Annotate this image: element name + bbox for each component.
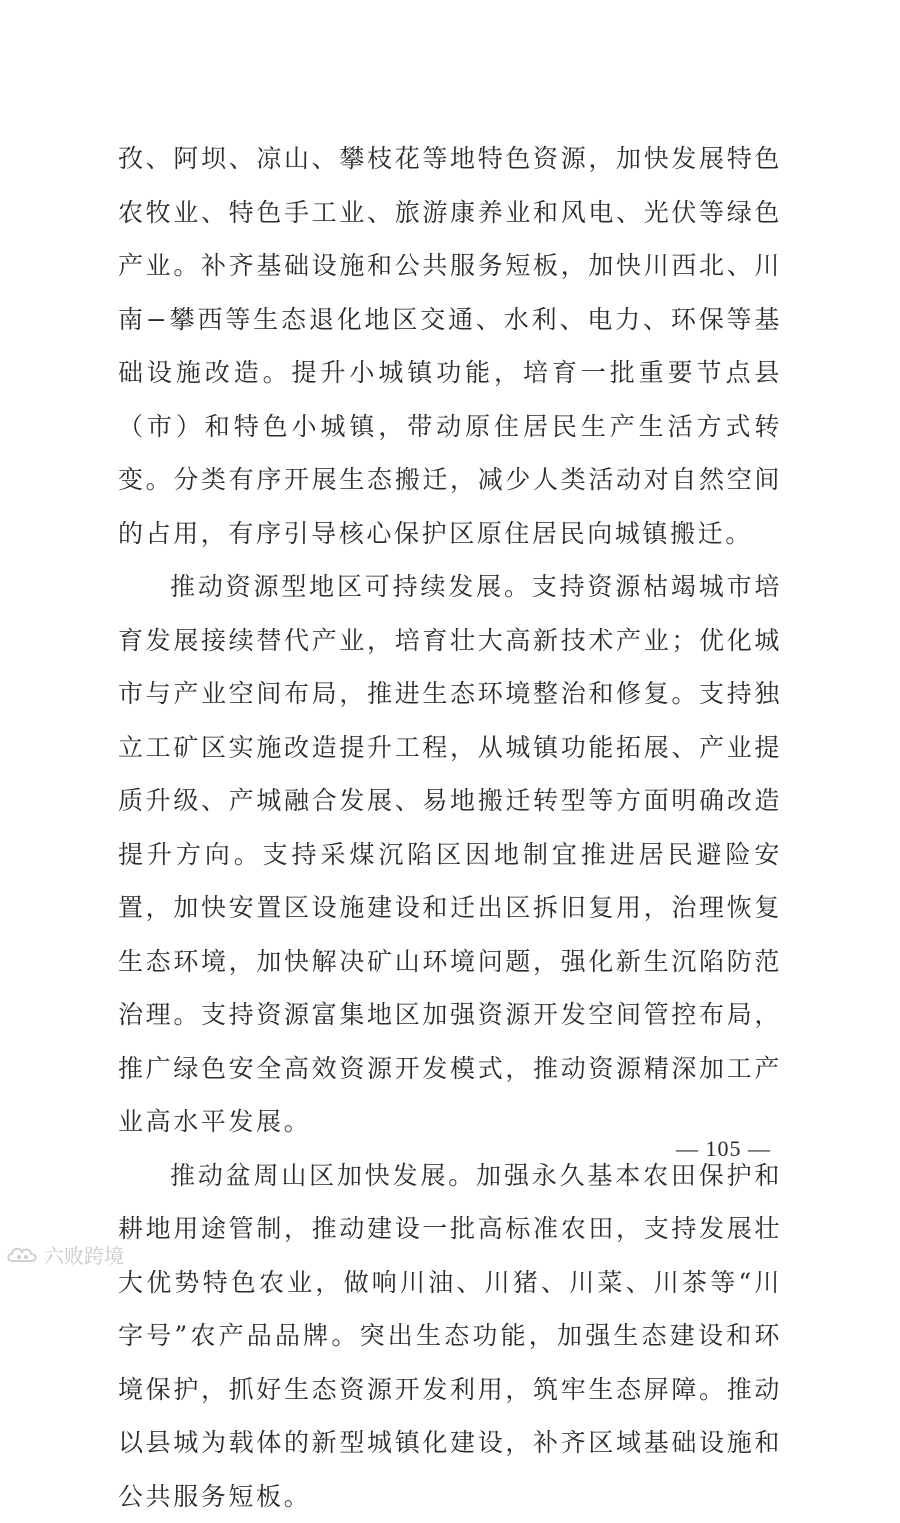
cloud-logo-icon <box>6 1244 40 1266</box>
paragraph-continued: 孜、阿坝、凉山、攀枝花等地特色资源，加快发展特色农牧业、特色手工业、旅游康养业和风电、光伏等绿色产业。补齐基础设施和公共服务短板，加快川西北、川南−攀西等生态退化地区交通、水利、电力、环保等基础设施改造。提升小城镇功能，培育一批重要节点县（市）和特色小城镇，带动原住居民生产生活方式转变。分类有序开展生态搬迁，减少人类活动对自然空间的占用，有序引导核心保护区原住居民向城镇搬迁。 <box>118 132 782 560</box>
paragraph-mountain-areas: 推动盆周山区加快发展。加强永久基本农田保护和耕地用途管制，推动建设一批高标准农田，支持发展壮大优势特色农业，做响川油、川猪、川菜、川茶等“川字号”农产品品牌。突出生态功能，加强生态建设和环境保护，抓好生态资源开发利用，筑牢生态屏障。推动以县城为载体的新型城镇化建设，补齐区域基础设施和公共服务短板。 <box>118 1149 782 1523</box>
page-number: — 105 — <box>676 1136 771 1162</box>
watermark <box>6 1240 124 1269</box>
body-text <box>118 132 782 1523</box>
paragraph-resource-regions: 推动资源型地区可持续发展。支持资源枯竭城市培育发展接续替代产业，培育壮大高新技术产业；优化城市与产业空间布局，推进生态环境整治和修复。支持独立工矿区实施改造提升工程，从城镇功能拓展、产业提质升级、产城融合发展、易地搬迁转型等方面明确改造提升方向。支持采煤沉陷区因地制宜推进居民避险安置，加快安置区设施建设和迁出区拆旧复用，治理恢复生态环境，加快解决矿山环境问题，强化新生沉陷防范治理。支持资源富集地区加强资源开发空间管控布局，推广绿色安全高效资源开发模式，推动资源精深加工产业高水平发展。 <box>118 560 782 1149</box>
watermark-text: 六败跨境 <box>44 1240 124 1269</box>
